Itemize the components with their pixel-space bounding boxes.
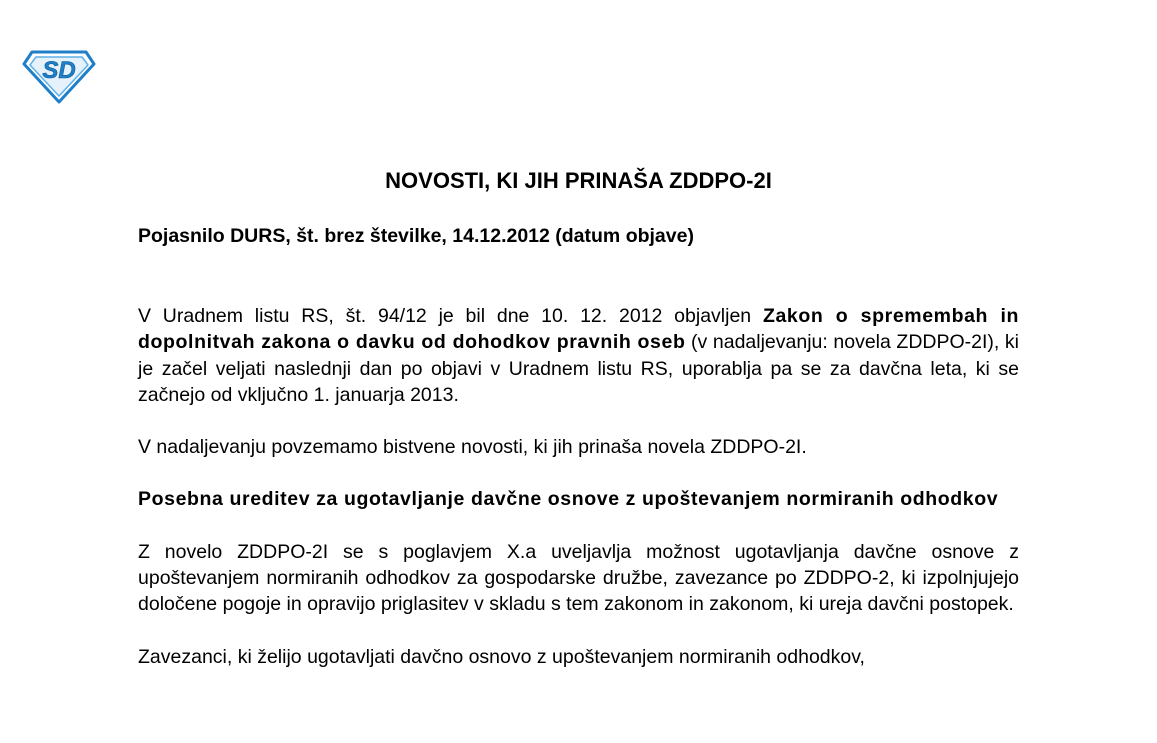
paragraph-intro-lead: V Uradnem listu RS, št. 94/12 je bil dne 10. 12. 2012 objavljen	[138, 305, 763, 327]
law-name: Zakon o spremembah in dopolnitvah zakona o davku od dohodkov pravnih oseb	[138, 305, 1019, 354]
paragraph-intro-rest: (v nadaljevanju: novela ZDDPO-2I), ki je začel veljati naslednji dan po objavi v Uradnem listu RS, uporablja pa se za davčna leta, ki se začnejo od vključno 1. januarja 2013.	[138, 331, 1020, 406]
document-body	[138, 166, 1019, 696]
section-heading: Posebna ureditev za ugotavljanje davčne osnove z upoštevanjem normiranih odhodkov	[138, 488, 999, 511]
paragraph-intro	[138, 303, 1019, 408]
sd-logo	[22, 48, 96, 104]
paragraph-section-body: Z novelo ZDDPO-2I se s poglavjem X.a uveljavlja možnost ugotavljanja davčne osnove z upoštevanjem normiranih odhodkov za gospodarske družbe, zavezance po ZDDPO-2, ki izpolnjujejo določene pogoje in opravijo priglasitev v skladu s tem zakonom in zakonom, ki ureja davčni postopek.	[138, 540, 1019, 616]
logo-letters: SD	[42, 57, 76, 84]
paragraph-summary: V nadaljevanju povzemamo bistvene novosti, ki jih prinaša novela ZDDPO-2I.	[138, 436, 807, 459]
document-title: NOVOSTI, KI JIH PRINAŠA ZDDPO-2I	[385, 168, 772, 193]
paragraph-cutoff: Zavezanci, ki želijo ugotavljati davčno osnovo z upoštevanjem normiranih odhodkov,	[138, 645, 865, 668]
document-subtitle: Pojasnilo DURS, št. brez številke, 14.12.2012 (datum objave)	[138, 225, 694, 247]
